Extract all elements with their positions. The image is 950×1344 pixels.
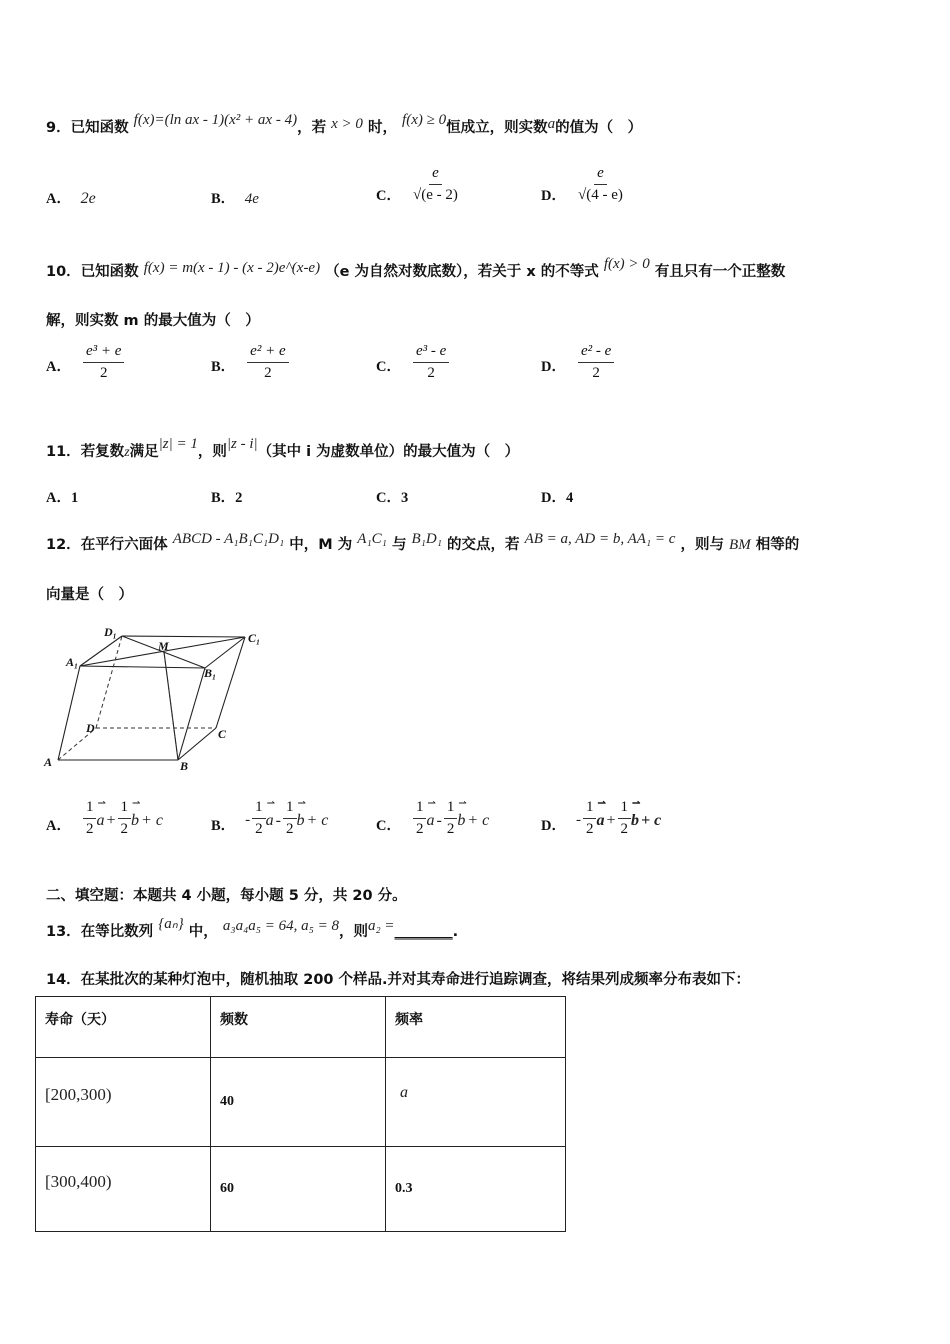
cell-rate: a — [386, 1058, 566, 1147]
fraction-denominator: 2 — [99, 365, 108, 381]
q9-option-a[interactable] — [46, 187, 96, 208]
q13-text-c: ，则 — [338, 924, 368, 940]
hidden-edge-d-d1 — [96, 636, 122, 728]
option-fraction — [578, 166, 623, 203]
q12-option-d[interactable] — [541, 800, 661, 837]
option-value: 3 — [400, 490, 409, 506]
q9-text-b: ，若 — [297, 120, 327, 136]
q12-option-c[interactable] — [376, 800, 489, 837]
q13-condition: a₃a₄a₅ = 64, a₅ = 8 — [222, 918, 339, 934]
q11-option-d[interactable] — [541, 486, 573, 507]
frequency-table — [35, 996, 566, 1232]
vector-b: ⇀ b — [131, 812, 139, 830]
fraction-numerator: e — [594, 166, 607, 185]
coefficient-fraction-2 — [444, 800, 458, 837]
option-label: B． — [211, 191, 236, 207]
q9-text-d: 恒成立，则实数 — [446, 120, 548, 136]
cell-rate: 0.3 — [386, 1147, 566, 1232]
edge-b-b1 — [178, 668, 205, 760]
q9-text-c: 时， — [367, 120, 397, 136]
q11-expression: |z - i| — [226, 436, 258, 452]
option-sign: - — [245, 812, 251, 828]
coefficient-fraction-2 — [283, 800, 297, 837]
fraction-denominator: 2 — [592, 365, 600, 381]
table-row — [36, 1058, 566, 1147]
option-value: 1 — [70, 490, 79, 506]
option-fraction — [247, 344, 288, 381]
fraction-denominator: 2 — [255, 821, 263, 837]
section-heading: 二、填空题：本题共 4 小题，每小题 5 分，共 20 分。 — [46, 888, 407, 904]
q12-option-a[interactable] — [46, 800, 163, 837]
option-value: 2e — [80, 190, 96, 207]
fraction-denominator: 2 — [620, 821, 629, 837]
fraction-numerator: e — [429, 166, 442, 185]
q12-number: 12． — [46, 537, 81, 553]
option-value: 4 — [565, 490, 574, 506]
option-label: C． — [376, 818, 401, 834]
option-fraction — [413, 344, 449, 381]
q11-variable: z — [124, 445, 130, 460]
q11-condition: |z| = 1 — [158, 436, 198, 452]
option-fraction — [83, 344, 124, 381]
vector-b: ⇀ b — [631, 812, 639, 830]
q12-solid: ABCD - A₁B₁C₁D₁ — [172, 531, 285, 547]
q9-text-e: 的值为（ ） — [555, 120, 643, 136]
coefficient-fraction-1 — [83, 800, 97, 837]
option-operator: + — [106, 811, 116, 829]
q12-segment-2: B₁D₁ — [411, 531, 442, 547]
label-b: B — [180, 759, 189, 773]
label-d: D — [86, 721, 95, 735]
option-label: C． — [376, 490, 401, 506]
coefficient-fraction-1 — [252, 800, 266, 837]
fraction-numerator: e² - e — [578, 344, 614, 363]
option-label: B． — [211, 490, 236, 506]
q9-function: f(x)=(ln ax - 1)(x² + ax - 4) — [133, 112, 298, 128]
q9-variable: a — [547, 116, 556, 132]
cell-count: 60 — [211, 1147, 386, 1232]
option-label: A． — [46, 359, 71, 375]
fraction-numerator: 1 — [283, 800, 297, 819]
fraction-numerator: e² + e — [247, 344, 288, 363]
q10-option-a[interactable] — [46, 344, 124, 381]
coefficient-fraction-1 — [413, 800, 427, 837]
fraction-numerator: 1 — [413, 800, 427, 819]
fraction-denominator: 2 — [120, 821, 129, 837]
cell-interval: [300,400) — [36, 1147, 211, 1232]
q9-condition-1: x > 0 — [331, 116, 363, 132]
q14-stem: 14．在某批次的某种灯泡中，随机抽取 200 个样品.并对其寿命进行追踪调查，将结果列成频率分布表如下： — [46, 972, 751, 988]
fraction-denominator: 2 — [415, 821, 424, 837]
vector-c-term: + c — [641, 811, 662, 829]
option-operator: - — [275, 811, 281, 829]
option-label: B． — [211, 818, 236, 834]
q10-option-d[interactable] — [541, 344, 614, 381]
q10-text-a: 已知函数 — [80, 264, 139, 280]
q12-text-f: 相等的 — [755, 537, 800, 553]
cell-interval: [200,300) — [36, 1058, 211, 1147]
option-label: C． — [376, 188, 401, 204]
fraction-numerator: e³ + e — [83, 344, 124, 363]
fraction-denominator: 2 — [286, 821, 294, 837]
label-b1: B₁ — [204, 666, 217, 680]
q9-option-c[interactable] — [376, 164, 458, 205]
fraction-numerator: 1 — [444, 800, 458, 819]
q11-stem — [46, 436, 520, 461]
option-fraction — [578, 344, 614, 381]
q11-number: 11． — [46, 444, 81, 460]
q12-condition: AB = a, AD = b, AA₁ = c — [524, 531, 676, 547]
q12-stem-line2: 向量是（ ） — [46, 587, 133, 603]
header-lifetime: 寿命（天） — [36, 997, 211, 1058]
fraction-numerator: 1 — [618, 800, 632, 819]
option-operator: + — [606, 811, 616, 829]
fraction-numerator: 1 — [118, 800, 132, 819]
q11-text-c: ，则 — [197, 444, 227, 460]
q12-segment-3: BM — [729, 537, 751, 553]
q10-stem-line2: 解，则实数 m 的最大值为（ ） — [46, 313, 260, 329]
fraction-denominator: 2 — [85, 821, 94, 837]
option-label: A． — [46, 818, 71, 834]
fraction-numerator: e³ - e — [413, 344, 449, 363]
vector-b: ⇀ b — [457, 812, 465, 830]
option-label: D． — [541, 359, 566, 375]
q11-option-c[interactable] — [376, 486, 408, 507]
q10-number: 10． — [46, 264, 81, 280]
table-header-row — [36, 997, 566, 1058]
fraction-denominator: 2 — [427, 365, 435, 381]
header-frequency-count: 频数 — [211, 997, 386, 1058]
q13-end: . — [452, 924, 459, 940]
option-operator: - — [436, 811, 442, 829]
fraction-numerator: 1 — [83, 800, 97, 819]
edge-c1-b1 — [205, 637, 245, 668]
q11-text-b: 满足 — [129, 444, 159, 460]
vector-c-term: + c — [467, 811, 490, 829]
q12-text-b: 中，M 为 — [289, 537, 353, 553]
option-value: 2 — [235, 490, 243, 506]
q9-number: 9． — [46, 120, 71, 136]
q9-option-d[interactable] — [541, 164, 623, 205]
fraction-denominator: √(e - 2) — [412, 187, 458, 203]
q10-option-b[interactable] — [211, 344, 289, 381]
q13-answer-blank[interactable]: ________ — [394, 924, 453, 940]
fraction-numerator: 1 — [252, 800, 266, 819]
option-label: D． — [541, 490, 566, 506]
q13-number: 13． — [46, 924, 81, 940]
q9-text-a: 已知函数 — [70, 120, 129, 136]
vector-a: ⇀ a — [596, 812, 604, 830]
fraction-denominator: √(4 - e) — [577, 187, 623, 203]
vector-a: ⇀ a — [426, 812, 434, 830]
label-a: A — [44, 755, 53, 769]
option-label: D． — [541, 188, 566, 204]
fraction-numerator: 1 — [583, 800, 597, 819]
edge-b1-a1 — [80, 666, 205, 668]
label-m: M — [158, 639, 169, 653]
option-sign: - — [575, 812, 581, 828]
option-label: D． — [541, 818, 566, 834]
parallelepiped-figure — [40, 620, 270, 775]
fraction-denominator: 2 — [446, 821, 455, 837]
q12-stem — [46, 533, 799, 554]
edge-a-a1 — [58, 666, 80, 760]
q10-condition: f(x) > 0 — [603, 256, 650, 272]
q13-text-a: 在等比数列 — [80, 924, 154, 940]
cell-count: 40 — [211, 1058, 386, 1147]
q13-target: a₂ = — [367, 918, 395, 934]
option-label: C． — [376, 359, 401, 375]
edge-d1-c1 — [122, 636, 245, 637]
coefficient-fraction-1 — [583, 800, 597, 837]
vector-b: ⇀ b — [297, 812, 305, 830]
vector-a: ⇀ a — [96, 812, 104, 830]
q10-text-c: 有且只有一个正整数 — [654, 264, 786, 280]
q13-sequence: {aₙ} — [158, 916, 184, 932]
q9-stem — [46, 112, 643, 137]
option-fraction — [413, 166, 458, 203]
q12-text-e: ，则与 — [680, 537, 724, 553]
fraction-denominator: 2 — [585, 821, 594, 837]
coefficient-fraction-2 — [118, 800, 132, 837]
q13-stem — [46, 916, 459, 941]
q11-text-a: 若复数 — [80, 444, 125, 460]
header-relative-frequency: 频率 — [386, 997, 566, 1058]
label-d1: D₁ — [104, 625, 117, 639]
label-c1: C₁ — [248, 631, 261, 645]
label-c: C — [218, 727, 227, 741]
option-value: 4e — [244, 191, 259, 207]
q13-text-b: 中， — [188, 924, 218, 940]
q11-option-b[interactable] — [211, 486, 242, 507]
table-row — [36, 1147, 566, 1232]
q9-condition-2: f(x) ≥ 0 — [402, 112, 447, 128]
q9-option-b[interactable] — [211, 187, 259, 208]
q12-text-c: 与 — [391, 537, 407, 553]
q12-text-a: 在平行六面体 — [80, 537, 168, 553]
edge-a1-d1 — [80, 636, 122, 666]
q12-option-b[interactable] — [211, 800, 328, 837]
q10-text-b: （e 为自然对数底数），若关于 x 的不等式 — [325, 264, 599, 280]
fraction-denominator: 2 — [264, 365, 272, 381]
q10-stem — [46, 256, 786, 281]
vector-c-term: + c — [306, 811, 329, 829]
vector-a: ⇀ a — [266, 812, 274, 830]
q10-option-c[interactable] — [376, 344, 449, 381]
label-a1: A₁ — [66, 655, 79, 669]
q11-option-a[interactable] — [46, 486, 78, 507]
vector-c-term: + c — [141, 811, 163, 829]
option-label: B． — [211, 359, 236, 375]
q10-function: f(x) = m(x - 1) - (x - 2)e^(x-e) — [143, 260, 321, 276]
option-label: A． — [46, 191, 71, 207]
q12-segment-1: A₁C₁ — [357, 531, 387, 547]
q12-text-d: 的交点，若 — [447, 537, 520, 553]
edge-b-c — [178, 728, 216, 760]
option-label: A． — [46, 490, 71, 506]
coefficient-fraction-2 — [618, 800, 632, 837]
edge-c-c1 — [216, 637, 245, 728]
q11-text-d: （其中 i 为虚数单位）的最大值为（ ） — [257, 444, 520, 460]
